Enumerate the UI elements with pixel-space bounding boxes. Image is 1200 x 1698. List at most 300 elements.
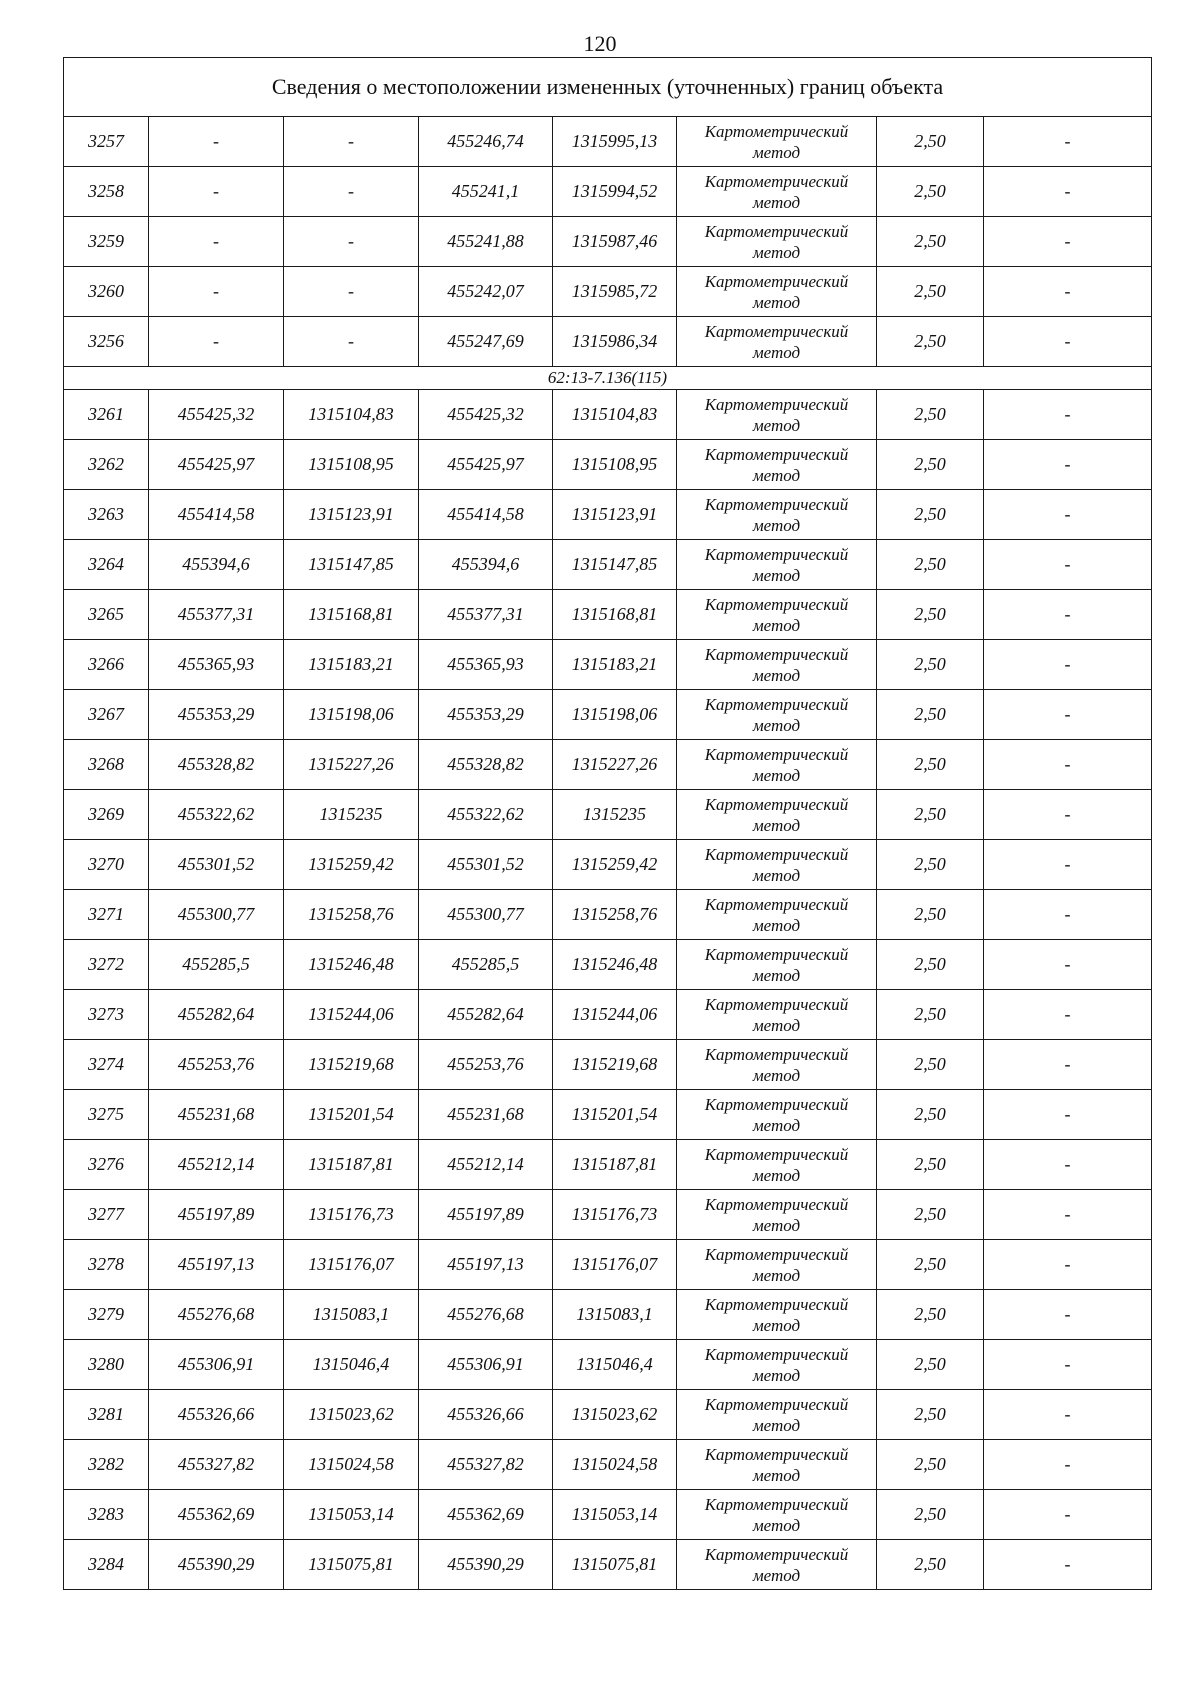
method-line-2: метод [752,1465,801,1485]
cell-new-x: 455414,58 [419,490,553,540]
table-row [64,840,1152,890]
cell-point-number: 3274 [64,1040,149,1090]
method-line-1: Картометрический [704,444,849,464]
table-row [64,540,1152,590]
method-line-2: метод [752,765,801,785]
cell-new-y: 1315246,48 [553,940,677,990]
table-row [64,1040,1152,1090]
cell-method [677,390,877,440]
cell-description: - [984,1190,1152,1240]
cell-new-y: 1315985,72 [553,267,677,317]
table-row [64,1290,1152,1340]
cell-new-y: 1315259,42 [553,840,677,890]
cell-old-x: 455197,89 [149,1190,284,1240]
method-line-1: Картометрический [704,1494,849,1514]
cell-new-y: 1315235 [553,790,677,840]
method-line-1: Картометрический [704,944,849,964]
cell-method [677,640,877,690]
cell-new-x: 455377,31 [419,590,553,640]
method-line-2: метод [752,1165,801,1185]
cell-old-x: 455353,29 [149,690,284,740]
cell-new-x: 455197,13 [419,1240,553,1290]
cell-old-x: 455282,64 [149,990,284,1040]
cell-new-y: 1315023,62 [553,1390,677,1440]
cell-old-x: 455328,82 [149,740,284,790]
cell-method [677,1090,877,1140]
method-line-1: Картометрический [704,321,849,341]
cell-old-x: 455276,68 [149,1290,284,1340]
table-row [64,390,1152,440]
cell-accuracy: 2,50 [877,1290,984,1340]
cell-description: - [984,1390,1152,1440]
method-line-2: метод [752,242,801,262]
cell-new-y: 1315075,81 [553,1540,677,1590]
cell-new-x: 455425,32 [419,390,553,440]
cell-new-x: 455353,29 [419,690,553,740]
table-row [64,640,1152,690]
cell-method [677,490,877,540]
cell-new-y: 1315244,06 [553,990,677,1040]
table-row [64,1340,1152,1390]
boundary-coordinates-table [63,57,1152,1590]
cell-new-y: 1315219,68 [553,1040,677,1090]
cell-description: - [984,1140,1152,1190]
cell-point-number: 3269 [64,790,149,840]
cell-old-y: 1315227,26 [284,740,419,790]
method-line-1: Картометрический [704,1044,849,1064]
cell-old-y: 1315168,81 [284,590,419,640]
method-line-1: Картометрический [704,994,849,1014]
cell-old-y: - [284,267,419,317]
cell-accuracy: 2,50 [877,840,984,890]
cell-new-x: 455306,91 [419,1340,553,1390]
cell-old-y: 1315075,81 [284,1540,419,1590]
cell-accuracy: 2,50 [877,790,984,840]
cell-method [677,1040,877,1090]
cell-old-y: 1315083,1 [284,1290,419,1340]
method-line-2: метод [752,1415,801,1435]
method-line-1: Картометрический [704,221,849,241]
cadastral-section-label: 62:13-7.136(115) [64,367,1152,390]
cell-old-y: 1315201,54 [284,1090,419,1140]
cell-method [677,1190,877,1240]
cell-description: - [984,267,1152,317]
cell-new-y: 1315176,73 [553,1190,677,1240]
cell-new-y: 1315104,83 [553,390,677,440]
method-line-2: метод [752,665,801,685]
cell-point-number: 3271 [64,890,149,940]
method-line-1: Картометрический [704,894,849,914]
cell-accuracy: 2,50 [877,167,984,217]
cell-method [677,540,877,590]
cell-new-x: 455212,14 [419,1140,553,1190]
cell-old-y: 1315176,73 [284,1190,419,1240]
method-line-2: метод [752,865,801,885]
cell-new-x: 455276,68 [419,1290,553,1340]
method-line-2: метод [752,1315,801,1335]
cell-old-x: - [149,167,284,217]
cell-new-y: 1315986,34 [553,317,677,367]
cell-point-number: 3267 [64,690,149,740]
cell-accuracy: 2,50 [877,217,984,267]
cell-description: - [984,317,1152,367]
cell-old-x: 455425,32 [149,390,284,440]
cell-old-x: 455306,91 [149,1340,284,1390]
cell-old-y: 1315053,14 [284,1490,419,1540]
table-row [64,217,1152,267]
cell-accuracy: 2,50 [877,940,984,990]
cell-accuracy: 2,50 [877,590,984,640]
cell-new-y: 1315995,13 [553,117,677,167]
cell-new-x: 455322,62 [419,790,553,840]
cell-old-y: 1315147,85 [284,540,419,590]
cell-new-y: 1315994,52 [553,167,677,217]
cell-accuracy: 2,50 [877,390,984,440]
cell-accuracy: 2,50 [877,1340,984,1390]
method-line-1: Картометрический [704,121,849,141]
cell-new-x: 455362,69 [419,1490,553,1540]
cell-method [677,440,877,490]
method-line-2: метод [752,965,801,985]
method-line-2: метод [752,192,801,212]
table-row [64,990,1152,1040]
table-row [64,490,1152,540]
cell-description: - [984,990,1152,1040]
cell-old-x: 455253,76 [149,1040,284,1090]
cell-old-x: - [149,217,284,267]
cell-old-x: 455365,93 [149,640,284,690]
cell-old-y: 1315024,58 [284,1440,419,1490]
cell-new-x: 455300,77 [419,890,553,940]
table-row [64,167,1152,217]
cell-old-x: - [149,267,284,317]
cell-new-x: 455282,64 [419,990,553,1040]
method-line-2: метод [752,1015,801,1035]
cell-point-number: 3260 [64,267,149,317]
method-line-2: метод [752,1565,801,1585]
cell-new-y: 1315123,91 [553,490,677,540]
cell-accuracy: 2,50 [877,1090,984,1140]
cell-old-x: 455231,68 [149,1090,284,1140]
cell-point-number: 3273 [64,990,149,1040]
table-row [64,1440,1152,1490]
method-line-2: метод [752,415,801,435]
cell-description: - [984,1290,1152,1340]
method-line-1: Картометрический [704,394,849,414]
cell-method [677,1440,877,1490]
cell-new-y: 1315987,46 [553,217,677,267]
cell-point-number: 3264 [64,540,149,590]
cell-new-x: 455394,6 [419,540,553,590]
cell-accuracy: 2,50 [877,1190,984,1240]
cell-new-y: 1315108,95 [553,440,677,490]
cell-point-number: 3281 [64,1390,149,1440]
table-row [64,890,1152,940]
cell-description: - [984,1040,1152,1090]
cell-description: - [984,890,1152,940]
table-row [64,1190,1152,1240]
cell-old-x: 455322,62 [149,790,284,840]
method-line-1: Картометрический [704,1444,849,1464]
table-row [64,690,1152,740]
cell-accuracy: 2,50 [877,640,984,690]
cell-method [677,217,877,267]
cell-new-y: 1315147,85 [553,540,677,590]
cell-new-y: 1315187,81 [553,1140,677,1190]
cell-description: - [984,640,1152,690]
cell-old-y: 1315187,81 [284,1140,419,1190]
cell-old-y: 1315046,4 [284,1340,419,1390]
cell-point-number: 3277 [64,1190,149,1240]
cell-new-x: 455241,1 [419,167,553,217]
table-row [64,1540,1152,1590]
cell-old-x: 455212,14 [149,1140,284,1190]
section-header-row [64,367,1152,390]
method-line-1: Картометрический [704,544,849,564]
cell-new-x: 455285,5 [419,940,553,990]
cell-method [677,790,877,840]
cell-point-number: 3275 [64,1090,149,1140]
table-row [64,590,1152,640]
cell-new-x: 455247,69 [419,317,553,367]
cell-description: - [984,1440,1152,1490]
cell-old-y: 1315198,06 [284,690,419,740]
method-line-1: Картометрический [704,1194,849,1214]
cell-old-x: 455425,97 [149,440,284,490]
cell-old-x: 455414,58 [149,490,284,540]
cell-description: - [984,690,1152,740]
cell-new-x: 455242,07 [419,267,553,317]
cell-accuracy: 2,50 [877,267,984,317]
cell-point-number: 3259 [64,217,149,267]
cell-old-x: 455301,52 [149,840,284,890]
cell-point-number: 3280 [64,1340,149,1390]
cell-method [677,1390,877,1440]
cell-description: - [984,490,1152,540]
cell-old-x: 455197,13 [149,1240,284,1290]
method-line-2: метод [752,1215,801,1235]
cell-point-number: 3256 [64,317,149,367]
cell-old-y: - [284,167,419,217]
cell-description: - [984,117,1152,167]
cell-point-number: 3272 [64,940,149,990]
table-row [64,940,1152,990]
cell-new-y: 1315046,4 [553,1340,677,1390]
cell-point-number: 3265 [64,590,149,640]
cell-accuracy: 2,50 [877,990,984,1040]
cell-new-y: 1315083,1 [553,1290,677,1340]
cell-old-x: - [149,117,284,167]
cell-accuracy: 2,50 [877,490,984,540]
cell-old-x: 455327,82 [149,1440,284,1490]
cell-point-number: 3268 [64,740,149,790]
cell-old-y: 1315219,68 [284,1040,419,1090]
cell-method [677,317,877,367]
cell-new-x: 455328,82 [419,740,553,790]
cell-old-y: 1315244,06 [284,990,419,1040]
method-line-2: метод [752,1515,801,1535]
method-line-2: метод [752,615,801,635]
cell-point-number: 3278 [64,1240,149,1290]
method-line-1: Картометрический [704,1344,849,1364]
cell-old-y: 1315258,76 [284,890,419,940]
method-line-1: Картометрический [704,844,849,864]
cell-accuracy: 2,50 [877,440,984,490]
cell-new-y: 1315198,06 [553,690,677,740]
cell-method [677,1140,877,1190]
cell-description: - [984,390,1152,440]
method-line-1: Картометрический [704,494,849,514]
method-line-2: метод [752,915,801,935]
table-row [64,740,1152,790]
cell-old-y: 1315235 [284,790,419,840]
cell-point-number: 3279 [64,1290,149,1340]
cell-old-x: 455377,31 [149,590,284,640]
cell-accuracy: 2,50 [877,1240,984,1290]
method-line-1: Картометрический [704,1294,849,1314]
method-line-1: Картометрический [704,1394,849,1414]
cell-new-y: 1315176,07 [553,1240,677,1290]
cell-method [677,267,877,317]
method-line-1: Картометрический [704,794,849,814]
method-line-2: метод [752,1365,801,1385]
cell-point-number: 3266 [64,640,149,690]
table-row [64,1240,1152,1290]
cell-old-y: 1315108,95 [284,440,419,490]
table-row [64,317,1152,367]
cell-new-x: 455327,82 [419,1440,553,1490]
cell-method [677,590,877,640]
method-line-2: метод [752,515,801,535]
table-row [64,267,1152,317]
cell-description: - [984,1240,1152,1290]
cell-new-y: 1315258,76 [553,890,677,940]
method-line-2: метод [752,565,801,585]
method-line-2: метод [752,715,801,735]
cell-accuracy: 2,50 [877,690,984,740]
cell-old-x: 455394,6 [149,540,284,590]
cell-old-x: 455326,66 [149,1390,284,1440]
cell-description: - [984,940,1152,990]
cell-accuracy: 2,50 [877,890,984,940]
table-row [64,790,1152,840]
cell-old-y: 1315123,91 [284,490,419,540]
method-line-1: Картометрический [704,1094,849,1114]
cell-description: - [984,590,1152,640]
cell-accuracy: 2,50 [877,1140,984,1190]
cell-old-y: 1315176,07 [284,1240,419,1290]
method-line-2: метод [752,1115,801,1135]
cell-new-x: 455390,29 [419,1540,553,1590]
cell-description: - [984,1090,1152,1140]
cell-description: - [984,740,1152,790]
cell-description: - [984,440,1152,490]
cell-method [677,1290,877,1340]
cell-new-x: 455253,76 [419,1040,553,1090]
method-line-1: Картометрический [704,694,849,714]
cell-old-y: 1315104,83 [284,390,419,440]
cell-old-x: 455300,77 [149,890,284,940]
cell-method [677,1540,877,1590]
cell-new-x: 455365,93 [419,640,553,690]
cell-description: - [984,1540,1152,1590]
table-row [64,1390,1152,1440]
method-line-2: метод [752,142,801,162]
cell-accuracy: 2,50 [877,540,984,590]
cell-method [677,740,877,790]
cell-new-x: 455246,74 [419,117,553,167]
cell-point-number: 3258 [64,167,149,217]
table-row [64,117,1152,167]
method-line-2: метод [752,342,801,362]
cell-method [677,990,877,1040]
method-line-1: Картометрический [704,271,849,291]
method-line-1: Картометрический [704,171,849,191]
method-line-2: метод [752,1065,801,1085]
method-line-1: Картометрический [704,644,849,664]
cell-accuracy: 2,50 [877,1440,984,1490]
cell-description: - [984,1490,1152,1540]
method-line-1: Картометрический [704,1544,849,1564]
method-line-2: метод [752,292,801,312]
cell-new-x: 455197,89 [419,1190,553,1240]
cell-new-x: 455241,88 [419,217,553,267]
cell-point-number: 3270 [64,840,149,890]
cell-accuracy: 2,50 [877,317,984,367]
cell-new-x: 455425,97 [419,440,553,490]
cell-method [677,1490,877,1540]
cell-new-y: 1315053,14 [553,1490,677,1540]
cell-description: - [984,217,1152,267]
table-row [64,1490,1152,1540]
cell-description: - [984,840,1152,890]
cell-method [677,840,877,890]
table-row [64,1140,1152,1190]
cell-old-x: 455390,29 [149,1540,284,1590]
cell-method [677,1240,877,1290]
page-number: 120 [583,31,617,56]
cell-new-x: 455301,52 [419,840,553,890]
cell-new-y: 1315168,81 [553,590,677,640]
cell-description: - [984,540,1152,590]
cell-old-y: - [284,117,419,167]
method-line-2: метод [752,1265,801,1285]
cell-point-number: 3282 [64,1440,149,1490]
cell-old-y: 1315246,48 [284,940,419,990]
cell-accuracy: 2,50 [877,1040,984,1090]
cell-point-number: 3261 [64,390,149,440]
cell-accuracy: 2,50 [877,740,984,790]
method-line-1: Картометрический [704,1144,849,1164]
cell-description: - [984,1340,1152,1390]
cell-point-number: 3263 [64,490,149,540]
cell-method [677,940,877,990]
table-row [64,1090,1152,1140]
table-row [64,440,1152,490]
cell-point-number: 3262 [64,440,149,490]
cell-old-y: 1315183,21 [284,640,419,690]
cell-point-number: 3257 [64,117,149,167]
table-title-row [64,58,1152,117]
method-line-1: Картометрический [704,744,849,764]
cell-new-x: 455231,68 [419,1090,553,1140]
cell-old-y: - [284,317,419,367]
cell-point-number: 3276 [64,1140,149,1190]
cell-method [677,890,877,940]
cell-accuracy: 2,50 [877,1390,984,1440]
cell-new-y: 1315024,58 [553,1440,677,1490]
cell-new-x: 455326,66 [419,1390,553,1440]
